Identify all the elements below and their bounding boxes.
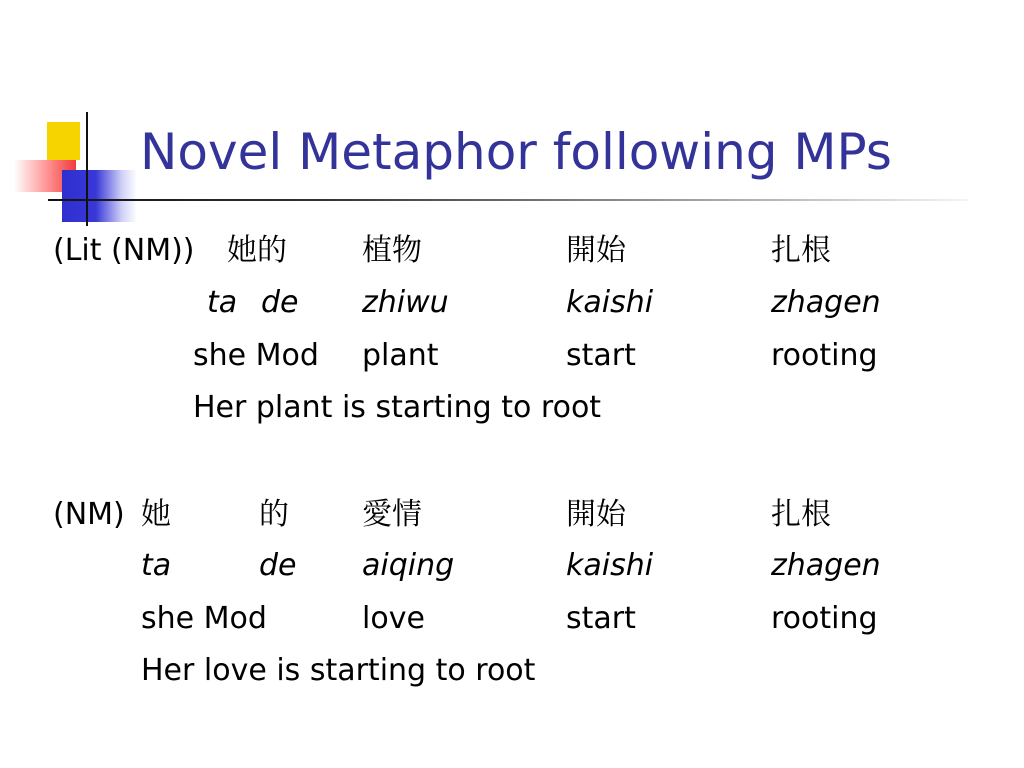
example-2-chinese-word: 愛情 [362,497,422,532]
example-1-gloss: start [566,338,636,373]
example-1-gloss: rooting [771,338,878,373]
example-2-gloss: rooting [771,601,878,636]
decor-blue-square [62,170,137,222]
example-1-pinyin: zhagen [771,285,881,320]
example-2-chinese-word: 開始 [566,497,626,532]
title-underline [48,199,968,201]
decor-vertical-line [86,112,88,226]
example-1-chinese-word: 她的 [227,233,287,268]
example-1-chinese-word: 植物 [362,233,422,268]
slide-title: Novel Metaphor following MPs [140,123,892,181]
example-2-chinese-word: 扎根 [771,497,831,532]
example-2-translation: Her love is starting to root [141,653,536,688]
example-2-gloss: love [362,601,425,636]
example-2-pinyin: aiqing [362,548,455,583]
example-2-label: (NM) [53,497,125,532]
example-2-pinyin: zhagen [771,548,881,583]
example-1-chinese-word: 開始 [566,233,626,268]
example-1-translation: Her plant is starting to root [193,390,602,425]
example-2-pinyin: ta [141,548,172,583]
example-1-pinyin: kaishi [566,285,654,320]
decor-yellow-square [47,122,80,160]
example-2-chinese-word: 的 [259,497,289,532]
example-2-gloss: start [566,601,636,636]
example-2-pinyin: kaishi [566,548,654,583]
example-1-chinese-word: 扎根 [771,233,831,268]
example-1-gloss: plant [362,338,439,373]
example-2-chinese-word: 她 [141,497,171,532]
example-2-pinyin: de [259,548,297,583]
example-1-pinyin: de [261,285,299,320]
example-1-pinyin: zhiwu [362,285,449,320]
example-1-pinyin: ta [207,285,238,320]
example-1-gloss: she Mod [193,338,319,373]
example-2-gloss: she Mod [141,601,267,636]
example-1-label: (Lit (NM)) [53,233,195,268]
